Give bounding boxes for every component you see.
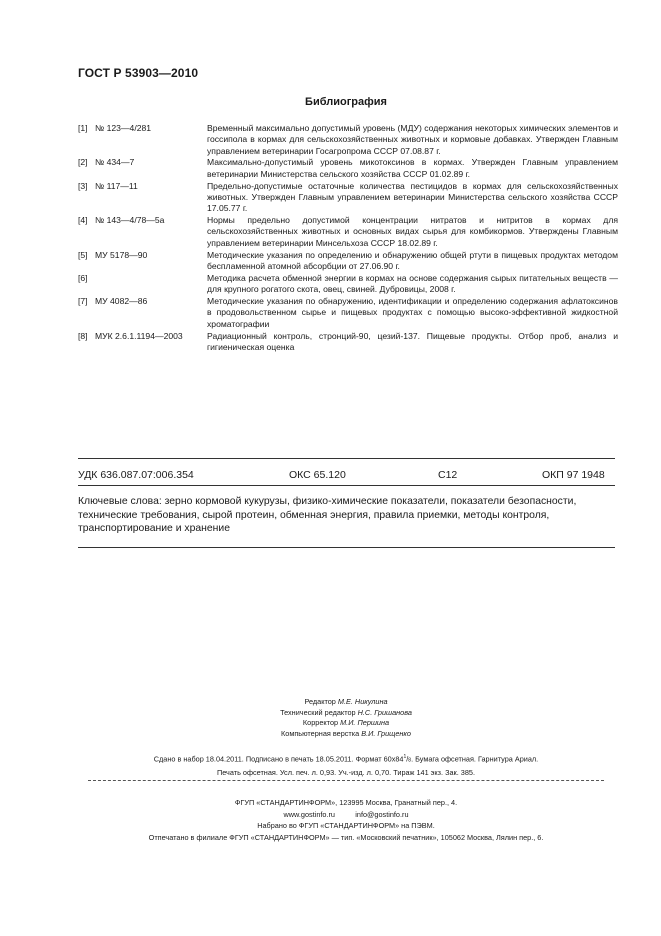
printed-note: Отпечатано в филиале ФГУП «СТАНДАРТИНФОРМ» — тип. «Московский печатник», 105062 Москва, Лялин пер., 6. [148, 832, 544, 842]
bibliography-entry [78, 215, 618, 249]
publication-text: . Бумага офсетная. Гарнитура Ариал. [411, 754, 539, 764]
bibliography-list [78, 123, 618, 354]
entry-text: Нормы предельно допустимой концентрации нитратов и нитритов в кормах для сельскохозяйственных животных и основных видах сырья для комбикормов. Утверждены Главным управлением ветеринарии Минсельхоза СССР 18.02.89 г. [207, 215, 618, 248]
publication-info [0, 752, 661, 778]
entry-text: Методические указания по определению и обнаружению общей ртути в пищевых продуктах методом беспламенной атомной абсорбции от 27.06.90 г. [207, 249, 618, 271]
entry-number: [5] [78, 249, 88, 260]
staff-role: Технический редактор [280, 707, 356, 717]
publisher-web: www.gostinfo.ru info@gostinfo.ru [283, 809, 409, 819]
entry-text: Методика расчета обменной энергии в кормах на основе содержания сырых питательных веществ — для крупного рогатого скота, овец, свиней. Дубровицы, 2008 г. [207, 272, 618, 295]
divider-top [78, 458, 615, 459]
udk-code: УДК 636.087.07:006.354 [78, 469, 194, 481]
bibliography-entry [78, 331, 618, 354]
bibliography-entry [78, 157, 618, 180]
entry-number: [7] [78, 296, 88, 307]
bibliography-entry [78, 273, 618, 296]
publication-line-1 [0, 752, 661, 767]
bibliography-entry [78, 296, 618, 330]
format-subscript: 8 [408, 757, 412, 764]
keywords: Ключевые слова: зерно кормовой кукурузы, физико-химические показатели, показатели безопасности, технические требования, сырой протеин, обменная энергия, правила приемки, методы контроля, транспортирование и хранение [78, 496, 577, 534]
publication-line-2: Печать офсетная. Усл. печ. л. 0,93. Уч.-изд. л. 0,70. Тираж 141 экз. Зак. 385. [217, 767, 475, 777]
staff-role: Редактор [304, 697, 336, 706]
typeset-note: Набрано во ФГУП «СТАНДАРТИНФОРМ» на ПЭВМ. [257, 821, 435, 831]
bibliography-entry [78, 250, 618, 273]
staff-role: Компьютерная верстка [281, 728, 360, 738]
entry-text: Методические указания по обнаружению, идентификации и определению содержания афлатоксинов в продовольственном сырье и пищевых продуктах с помощью высоко-эффективной жидкостной хроматографии [207, 296, 618, 329]
staff-person: В.И. Грищенко [361, 728, 411, 738]
divider-middle [78, 485, 615, 486]
entry-number: [6] [78, 272, 88, 283]
staff-person: Н.С. Гришанова [357, 707, 412, 717]
bibliography-entry [78, 123, 618, 157]
staff-line [0, 708, 661, 719]
format-superscript: 1 [403, 754, 407, 760]
okp-code: ОКП 97 1948 [542, 469, 605, 481]
staff-role: Корректор [302, 718, 339, 728]
oks-code: ОКС 65.120 [289, 469, 346, 481]
entry-text: Предельно-допустимые остаточные количества пестицидов в кормах для сельскохозяйственных животных. Утвержден Главным управлением ветеринарии Министерства сельского хозяйства СССР 17.05.77 г. [207, 180, 618, 214]
entry-code: № 123—4/281 [95, 123, 152, 133]
staff-line [0, 718, 661, 729]
bibliography-title: Библиография [305, 96, 387, 108]
entry-code: № 434—7 [95, 157, 135, 168]
staff-line [0, 697, 661, 708]
entry-text: Временный максимально допустимый уровень (МДУ) содержания некоторых химических элементов и госсипола в кормах для сельскохозяйственных животных и кормовые добавках. Утвержден Главным управлением ветеринарии Госагропрома СССР 07.08.87 г. [207, 123, 618, 156]
entry-code: МУ 5178—90 [95, 249, 148, 260]
staff-line [0, 729, 661, 740]
entry-number: [4] [78, 215, 88, 226]
divider-bottom [78, 547, 615, 548]
staff-person: М.И. Першина [340, 718, 390, 728]
staff-credits [0, 697, 661, 739]
entry-code: № 117—11 [95, 180, 138, 191]
entry-text: Максимально-допустимый уровень микотоксинов в кормах. Утвержден Главным управлением ветеринарии Министерства сельского хозяйства СССР 01.02.89 г. [207, 157, 618, 179]
publisher-address: ФГУП «СТАНДАРТИНФОРМ», 123995 Москва, Гранатный пер., 4. [234, 798, 458, 807]
publisher-footer [0, 797, 661, 843]
format-slash: / [406, 754, 409, 764]
entry-text: Радиационный контроль, стронций-90, цезий-137. Пищевые продукты. Отбор проб, анализ и гигиеническая оценка [207, 330, 618, 352]
entry-number: [2] [78, 157, 88, 168]
bibliography-entry [78, 181, 618, 215]
entry-number: [3] [78, 180, 88, 191]
document-code: ГОСТ Р 53903—2010 [78, 66, 199, 80]
entry-number: [8] [78, 330, 88, 341]
entry-number: [1] [78, 123, 88, 133]
divider-publication [88, 780, 604, 781]
entry-code: МУ 4082—86 [95, 296, 148, 307]
entry-code: № 143—4/78—5а [95, 215, 165, 226]
publication-text: Сдано в набор 18.04.2011. Подписано в печать 18.05.2011. Формат 60х84 [153, 754, 404, 764]
classifier-code: С12 [438, 469, 458, 481]
entry-code: МУК 2.6.1.1194—2003 [95, 330, 183, 341]
staff-person: М.Е. Никулина [337, 697, 388, 706]
